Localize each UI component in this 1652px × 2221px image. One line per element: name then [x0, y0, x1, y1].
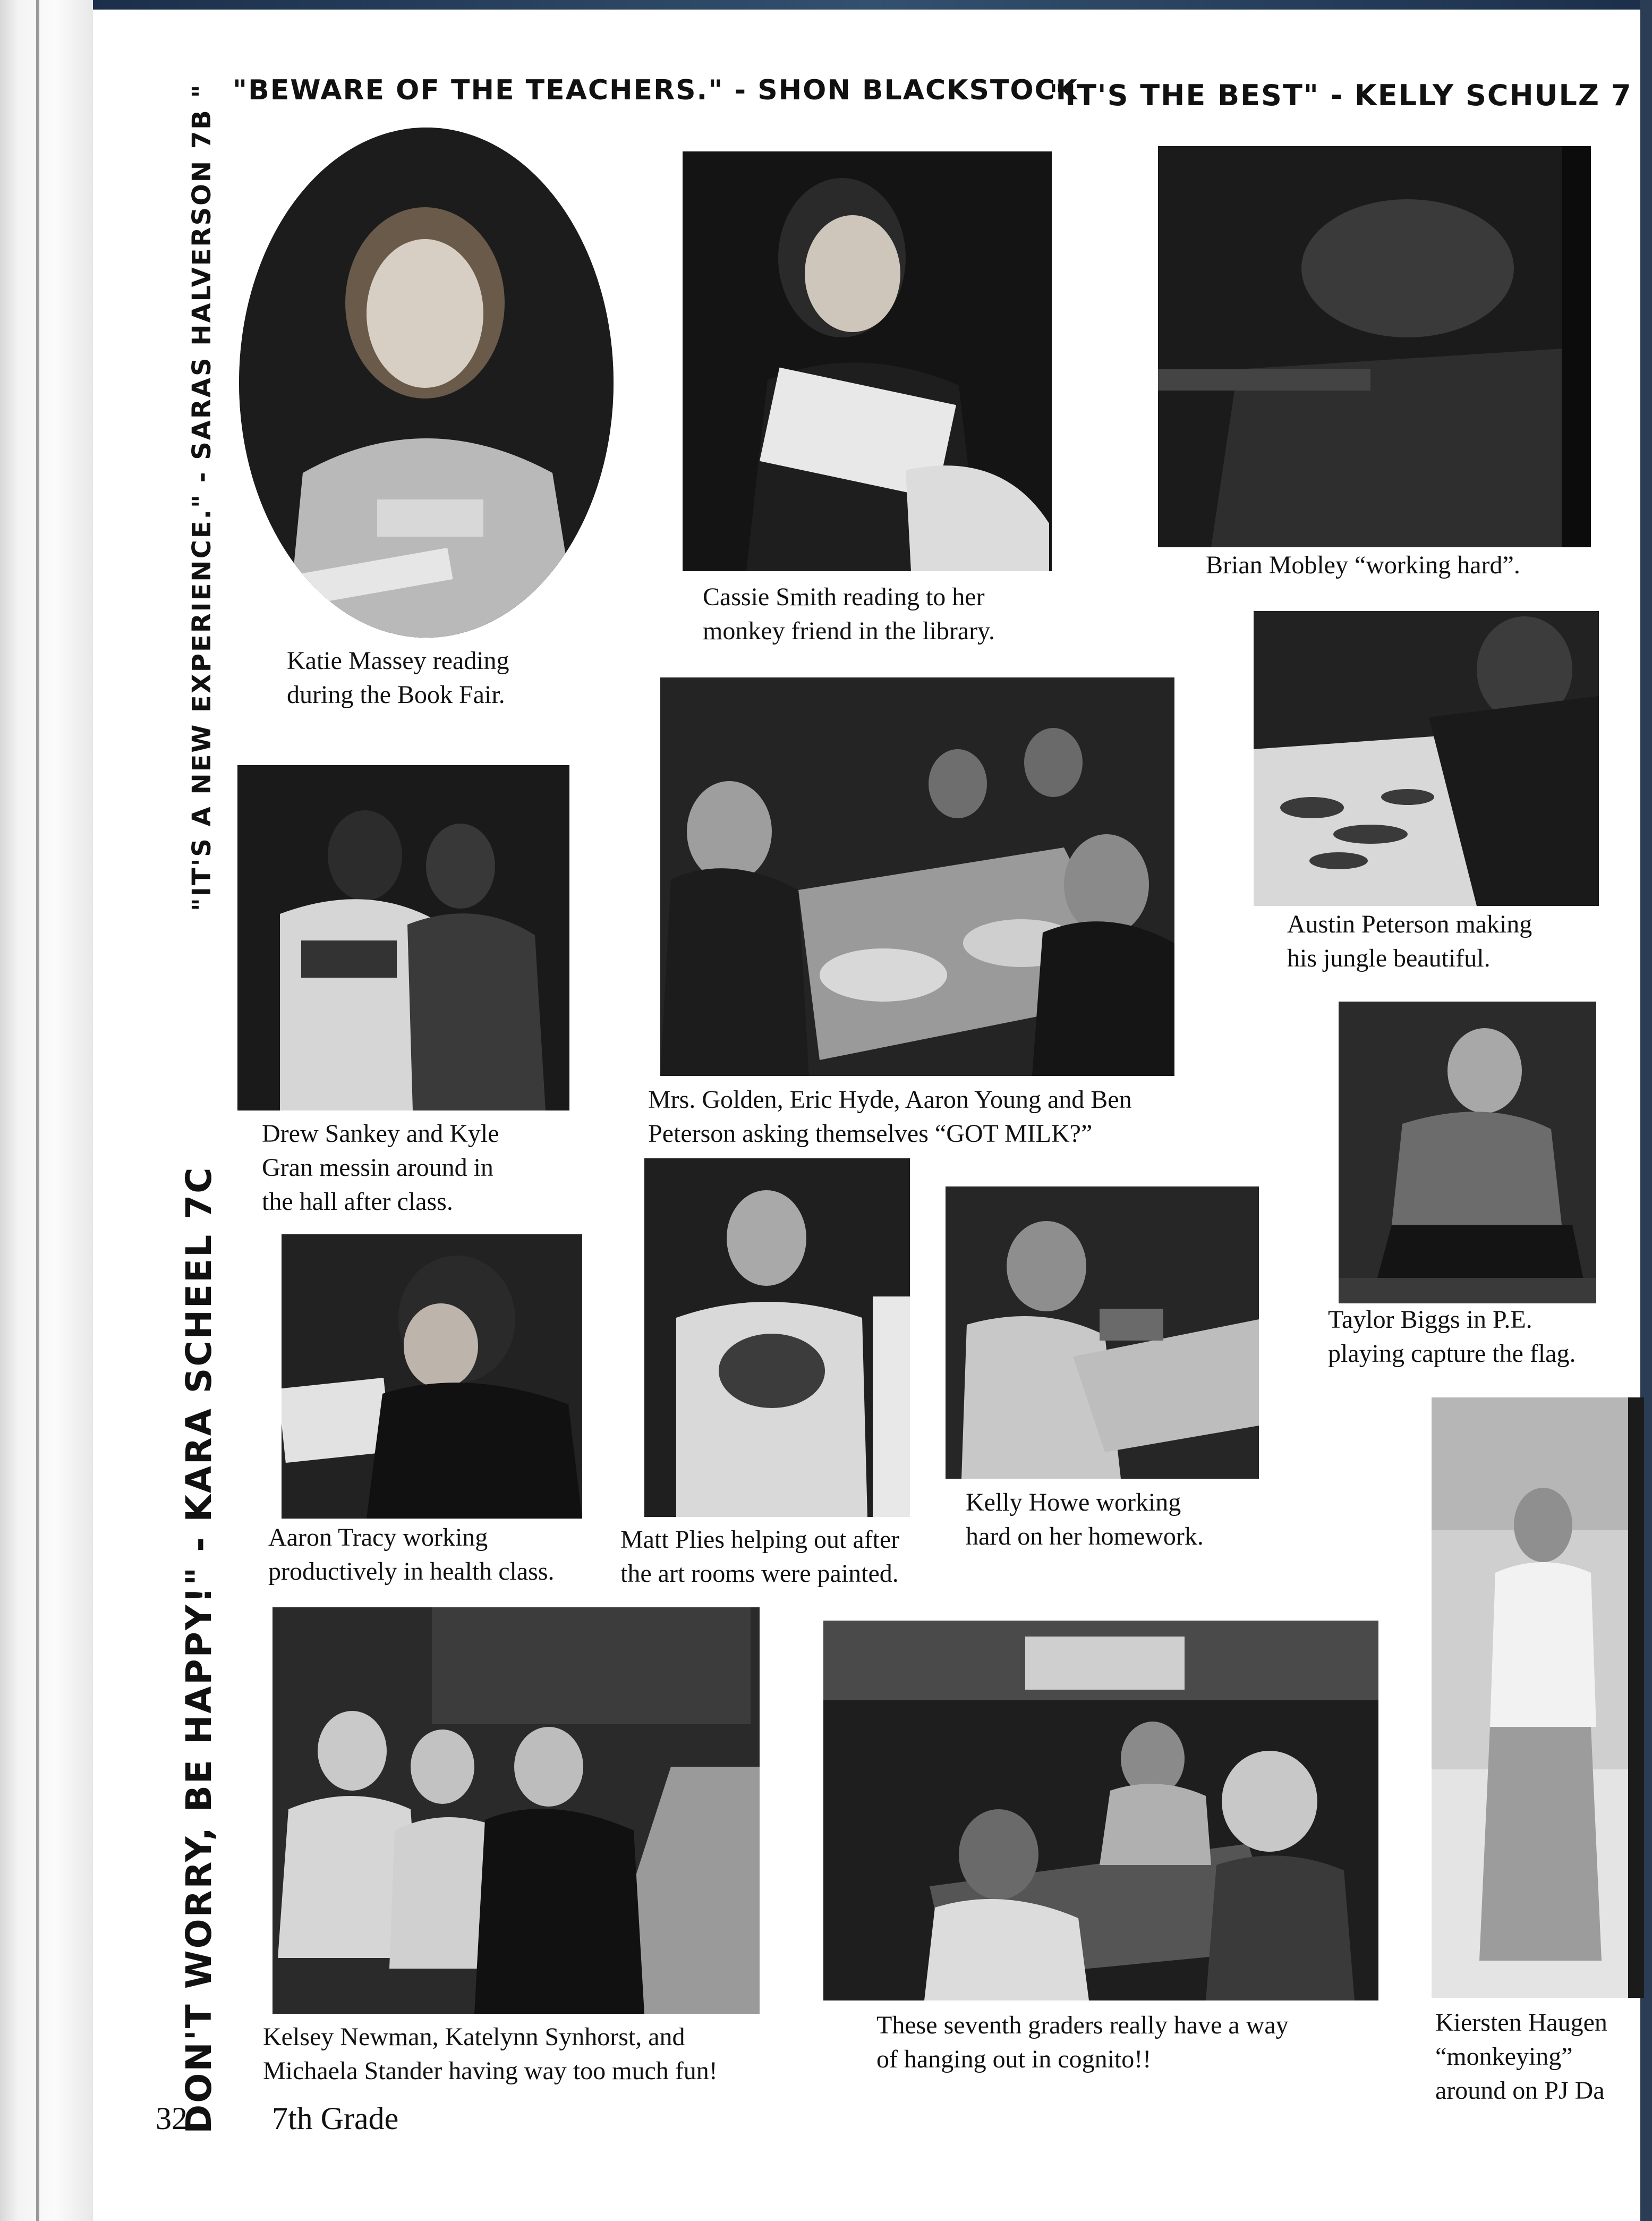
top-border [93, 0, 1652, 10]
caption-drew-kyle: Drew Sankey and Kyle Gran messin around in the hall after class. [262, 1120, 499, 1216]
photo-austin-jungle [1254, 611, 1599, 906]
photo-drew-kyle [237, 765, 569, 1110]
caption-katie: Katie Massey reading during the Book Fair. [287, 647, 509, 709]
quote-left-lower: DON'T WORRY, BE HAPPY!" - KARA SCHEEL 7C [178, 1166, 219, 2134]
photo-seventh-graders-incognito [823, 1621, 1378, 2000]
binding-strip [0, 0, 93, 2221]
photo-kelly-howe [946, 1186, 1259, 1479]
caption-got-milk: Mrs. Golden, Eric Hyde, Aaron Young and Ben Peterson asking themselves “GOT MILK?” [648, 1086, 1132, 1148]
caption-kelsey-group: Kelsey Newman, Katelynn Synhorst, and Michaela Stander having way too much fun! [263, 2023, 718, 2085]
page-number: 32 [156, 2101, 188, 2136]
caption-brian: Brian Mobley “working hard”. [1206, 551, 1520, 579]
caption-aaron-tracy: Aaron Tracy working productively in health class. [268, 1523, 555, 1586]
photo-brian-working [1158, 146, 1591, 547]
caption-austin: Austin Peterson making his jungle beautiful. [1287, 910, 1532, 972]
caption-taylor: Taylor Biggs in P.E. playing capture the flag. [1328, 1306, 1576, 1368]
quote-top-left: "BEWARE OF THE TEACHERS." - SHON BLACKSTOCK [233, 74, 1079, 106]
photo-got-milk-group [660, 677, 1174, 1076]
caption-seventh-graders: These seventh graders really have a way of hanging out in cognito!! [876, 2011, 1289, 2073]
photo-aaron-tracy [282, 1234, 582, 1519]
photo-matt-plies [644, 1158, 910, 1517]
photo-cassie-reading [683, 151, 1052, 571]
quote-top-right: "IT'S THE BEST" - KELLY SCHULZ 7 [1049, 79, 1632, 112]
photo-taylor-pe [1339, 1002, 1596, 1303]
caption-kelly-howe: Kelly Howe working hard on her homework. [966, 1488, 1204, 1550]
caption-matt: Matt Plies helping out after the art rooms were painted. [620, 1525, 900, 1588]
photo-katie-reading [239, 128, 614, 638]
photo-kiersten-pj [1432, 1397, 1644, 1998]
photo-kelsey-group [273, 1607, 760, 2014]
caption-cassie: Cassie Smith reading to her monkey friend in the library. [703, 583, 995, 645]
caption-kiersten: Kiersten Haugen “monkeying” around on PJ Da [1435, 2008, 1607, 2105]
section-title: 7th Grade [272, 2101, 399, 2136]
quote-left-upper: "IT'S A NEW EXPERIENCE." - SARAS HALVERSON 7B " [187, 83, 217, 911]
